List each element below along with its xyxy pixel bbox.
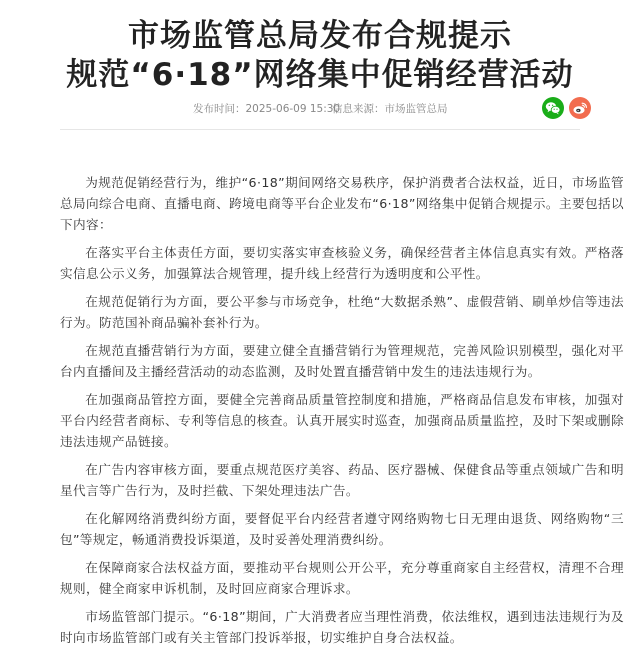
- share-wechat-button[interactable]: [542, 97, 564, 119]
- article-title-line-2: 规范“6·18”网络集中促销经营活动: [66, 57, 574, 93]
- article-paragraph: 在规范直播营销行为方面，要建立健全直播营销行为管理规范，完善风险识别模型，强化对平台内直播间及主播经营活动的动态监测，及时处置直播营销中发生的违法违规行为。: [60, 343, 624, 379]
- share-weibo-button[interactable]: [569, 97, 591, 119]
- article-paragraph: 在加强商品管控方面，要健全完善商品质量管控制度和措施，严格商品信息发布审核，加强对平台内经营者商标、专利等信息的核查。认真开展实时巡查，加强商品质量监控，及时下架或删除违法违规产品链接。: [60, 392, 624, 449]
- article-paragraph: 在规范促销行为方面，要公平参与市场竞争，杜绝“大数据杀熟”、虚假营销、刷单炒信等违法行为。防范国补商品骗补套补行为。: [60, 294, 624, 330]
- wechat-icon: [542, 97, 564, 119]
- publish-time: 发布时间：2025-06-09 15:30: [193, 103, 341, 115]
- article-body: [60, 172, 624, 655]
- article-paragraph: 在广告内容审核方面，要重点规范医疗美容、药品、医疗器械、保健食品等重点领域广告和明星代言等广告行为，及时拦截、下架处理违法广告。: [60, 462, 624, 498]
- article-paragraph: 为规范促销经营行为，维护“6·18”期间网络交易秩序，保护消费者合法权益，近日，市场监管总局向综合电商、直播电商、跨境电商等平台企业发布“6·18”网络集中促销合规提示。主要包括以下内容：: [60, 175, 624, 232]
- article-paragraph: 在化解网络消费纠纷方面，要督促平台内经营者遵守网络购物七日无理由退货、网络购物“三包”等规定，畅通消费投诉渠道，及时妥善处理消费纠纷。: [60, 511, 624, 547]
- article-paragraph: 市场监管部门提示。“6·18”期间，广大消费者应当理性消费，依法维权，遇到违法违规行为及时向市场监管部门或有关主管部门投诉举报，切实维护自身合法权益。: [60, 609, 624, 645]
- header-divider: [60, 129, 580, 130]
- info-source: 信息来源：市场监管总局: [332, 103, 448, 115]
- article-paragraph: 在保障商家合法权益方面，要推动平台规则公开公平，充分尊重商家自主经营权，清理不合理规则，健全商家申诉机制，及时回应商家合理诉求。: [60, 560, 624, 596]
- article-paragraph: 在落实平台主体责任方面，要切实落实审查核验义务，确保经营者主体信息真实有效。严格落实信息公示义务，加强算法合规管理，提升线上经营行为透明度和公平性。: [60, 245, 624, 281]
- weibo-icon: [569, 97, 591, 119]
- article-title-line-1: 市场监管总局发布合规提示: [128, 18, 512, 54]
- article-meta: [0, 97, 640, 119]
